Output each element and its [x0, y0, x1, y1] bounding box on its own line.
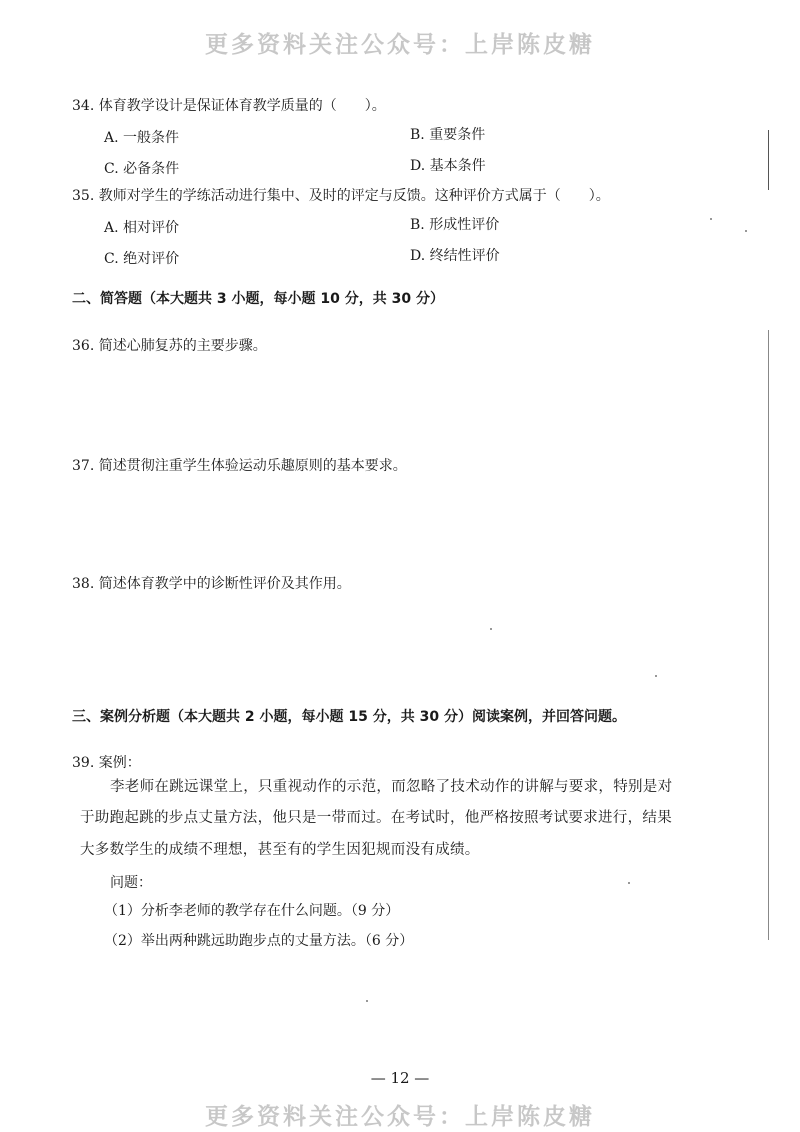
- question-34-option-c: C. 必备条件: [104, 161, 180, 177]
- watermark-bottom: 更多资料关注公众号：上岸陈皮糖: [205, 1104, 595, 1130]
- case-text-line-1: 李老师在跳远课堂上，只重视动作的示范，而忽略了技术动作的讲解与要求，特别是对: [110, 779, 673, 795]
- scan-edge-line: [768, 330, 769, 940]
- question-36: 36. 简述心肺复苏的主要步骤。: [72, 338, 267, 354]
- section-3-heading: 三、案例分析题（本大题共 2 小题，每小题 15 分，共 30 分）阅读案例，并回答问题。: [72, 709, 626, 725]
- scan-speck: [745, 230, 747, 232]
- question-37: 37. 简述贯彻注重学生体验运动乐趣原则的基本要求。: [72, 458, 407, 474]
- question-39-sub-2: （2）举出两种跳远助跑步点的丈量方法。（6 分）: [104, 933, 414, 949]
- scan-speck: [490, 628, 492, 630]
- watermark-top: 更多资料关注公众号：上岸陈皮糖: [205, 32, 595, 58]
- question-39-questions-label: 问题：: [110, 875, 152, 891]
- question-34-option-d: D. 基本条件: [410, 158, 486, 174]
- case-text-line-3: 大多数学生的成绩不理想，甚至有的学生因犯规而没有成绩。: [80, 842, 480, 858]
- section-2-heading: 二、简答题（本大题共 3 小题，每小题 10 分，共 30 分）: [72, 291, 444, 307]
- question-34-option-a: A. 一般条件: [104, 130, 180, 146]
- question-34-option-b: B. 重要条件: [410, 127, 486, 143]
- scan-speck: [366, 1000, 368, 1002]
- scan-speck: [628, 882, 630, 884]
- page-number: — 12 —: [370, 1069, 430, 1087]
- case-text-line-2: 于助跑起跳的步点丈量方法，他只是一带而过。在考试时，他严格按照考试要求进行，结果: [80, 810, 672, 826]
- question-39-sub-1: （1）分析李老师的教学存在什么问题。（9 分）: [104, 903, 400, 919]
- question-35-option-b: B. 形成性评价: [410, 217, 500, 233]
- question-35-stem: 35. 教师对学生的学练活动进行集中、及时的评定与反馈。这种评价方式属于（ ）。: [72, 188, 610, 204]
- scan-edge-line: [768, 130, 769, 190]
- question-35-option-d: D. 终结性评价: [410, 248, 500, 264]
- scan-speck: [655, 675, 657, 677]
- question-34-stem: 34. 体育教学设计是保证体育教学质量的（ ）。: [72, 98, 386, 114]
- question-35-option-c: C. 绝对评价: [104, 251, 180, 267]
- scan-speck: [710, 218, 712, 220]
- question-35-option-a: A. 相对评价: [104, 220, 180, 236]
- question-38: 38. 简述体育教学中的诊断性评价及其作用。: [72, 576, 351, 592]
- question-39-label: 39. 案例：: [72, 755, 141, 771]
